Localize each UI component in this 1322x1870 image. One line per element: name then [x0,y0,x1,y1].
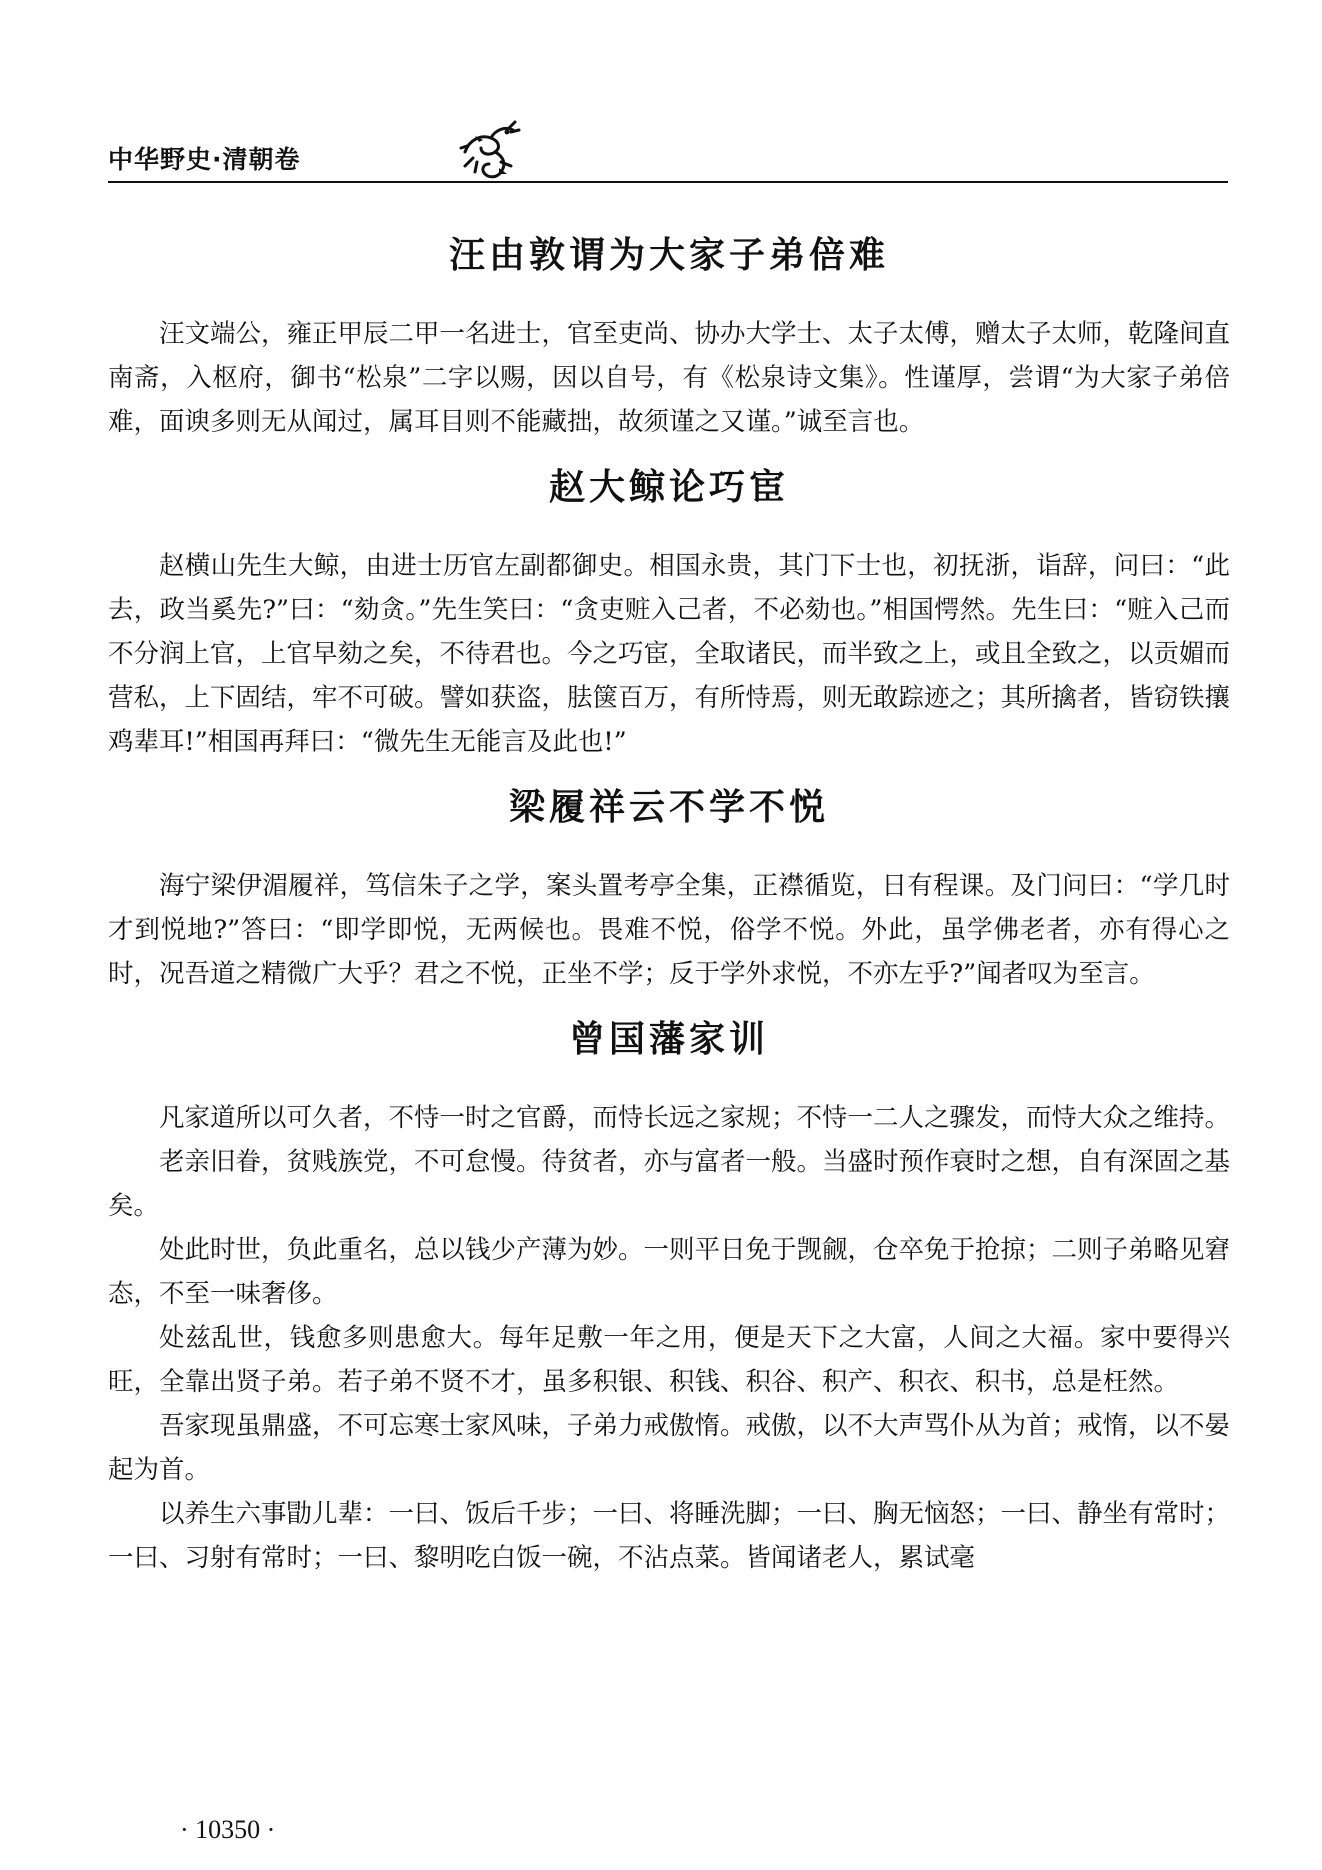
section-title: 汪由敦谓为大家子弟倍难 [448,234,889,276]
section-wang-youdun [108,232,1230,444]
paragraph: 赵横山先生大鲸，由进士历官左副都御史。相国永贵，其门下士也，初抚浙，诣辞，问曰：“此去，政当奚先?”曰：“劾贪。”先生笑曰：“贪吏赃入己者，不必劾也。”相国愕然。先生曰：“赃入己而不分润上官，上官早劾之矣，不待君也。今之巧宦，全取诸民，而半致之上，或且全致之，以贡媚而营私，上下固结，牢不可破。譬如获盗，胠箧百万，有所恃焉，则无敢踪迹之；其所擒者，皆窃铁攘鸡辈耳!”相国再拜曰：“微先生无能言及此也!” [108,551,1231,757]
header-divider [108,181,1228,183]
paragraph: 海宁梁伊湄履祥，笃信朱子之学，案头置考亭全集，正襟循览，日有程课。及门问曰：“学几时才到悦地?”答曰：“即学即悦，无两候也。畏难不悦，俗学不悦。外此，虽学佛老者，亦有得心之时，况吾道之精微广大乎？君之不悦，正坐不学；反于学外求悦，不亦左乎?”闻者叹为至言。 [108,871,1230,989]
section-zeng-guofan [108,1016,1230,1580]
paragraph: 汪文端公，雍正甲辰二甲一名进士，官至吏尚、协办大学士、太子太傅，赠太子太师，乾隆间直南斋，入枢府，御书“松泉”二字以赐，因以自号，有《松泉诗文集》。性谨厚，尝谓“为大家子弟倍难，面谀多则无从闻过，属耳目则不能藏拙，故须谨之又谨。”诚至言也。 [108,319,1231,437]
paragraph: 处此时世，负此重名，总以钱少产薄为妙。一则平日免于觊觎，仓卒免于抢掠；二则子弟略见窘态，不至一味奢侈。 [108,1235,1231,1309]
section-zhao-dajing [108,464,1230,764]
page-number: · 10350 · [180,1815,276,1844]
running-header-title: 中华野史·清朝卷 [108,145,301,174]
paragraph: 凡家道所以可久者，不恃一时之官爵，而恃长远之家规；不恃一二人之骤发，而恃大众之维持。 [159,1103,1231,1133]
dragon-icon [455,118,525,184]
paragraph: 处兹乱世，钱愈多则患愈大。每年足敷一年之用，便是天下之大富，人间之大福。家中要得兴旺，全靠出贤子弟。若子弟不贤不才，虽多积银、积钱、积谷、积产、积衣、积书，总是枉然。 [108,1323,1230,1397]
section-title: 曾国藩家训 [568,1018,769,1060]
paragraph: 老亲旧眷，贫贱族党，不可怠慢。待贫者，亦与富者一般。当盛时预作衰时之想，自有深固之基矣。 [108,1147,1231,1221]
paragraph: 以养生六事勖儿辈：一曰、饭后千步；一曰、将睡洗脚；一曰、胸无恼怒；一曰、静坐有常时；一曰、习射有常时；一曰、黎明吃白饭一碗，不沾点菜。皆闻诸老人，累试毫 [108,1499,1231,1573]
section-title: 梁履祥云不学不悦 [508,786,829,828]
page-body [108,232,1230,1600]
paragraph: 吾家现虽鼎盛，不可忘寒士家风味，子弟力戒傲惰。戒傲，以不大声骂仆从为首；戒惰，以不晏起为首。 [108,1411,1231,1485]
section-title: 赵大鲸论巧宦 [548,466,789,508]
section-liang-lüxiang [108,784,1230,996]
